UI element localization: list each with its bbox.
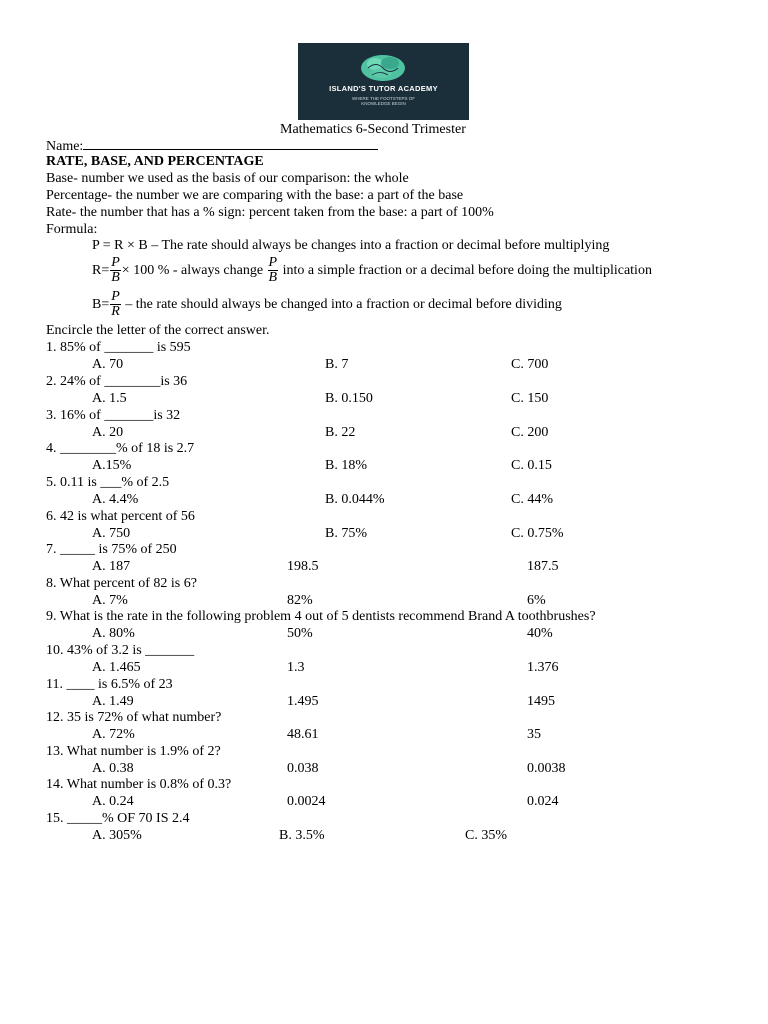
- q3-choice-b[interactable]: B. 22: [325, 425, 356, 440]
- formula-label: Formula:: [46, 222, 98, 237]
- q6-choice-a[interactable]: A. 750: [92, 526, 131, 541]
- q14-choice-c[interactable]: 0.024: [527, 794, 559, 809]
- q7-choice-b[interactable]: 198.5: [287, 559, 319, 574]
- tagline-line-1: WHERE THE FOOTSTEPS OF: [352, 96, 415, 101]
- def-percentage: Percentage- the number we are comparing with the base: a part of the base: [46, 188, 464, 203]
- question-15: 15. _____% OF 70 IS 2.4: [46, 811, 190, 826]
- q7-choice-a[interactable]: A. 187: [92, 559, 131, 574]
- question-3: 3. 16% of _______is 32: [46, 408, 181, 423]
- question-14: 14. What number is 0.8% of 0.3?: [46, 777, 232, 792]
- q2-choice-b[interactable]: B. 0.150: [325, 391, 373, 406]
- q1-choice-c[interactable]: C. 700: [511, 357, 549, 372]
- q10-choice-c[interactable]: 1.376: [527, 660, 559, 675]
- q11-choice-b[interactable]: 1.495: [287, 694, 319, 709]
- school-name: ISLAND'S TUTOR ACADEMY: [329, 84, 438, 93]
- q9-choice-a[interactable]: A. 80%: [92, 626, 135, 641]
- formula-rate-tail: into a simple fraction or a decimal before doing the multiplication: [282, 263, 652, 278]
- q3-choice-a[interactable]: A. 20: [92, 425, 124, 440]
- q3-choice-c[interactable]: C. 200: [511, 425, 549, 440]
- q1-choice-a[interactable]: A. 70: [92, 357, 124, 372]
- question-7: 7. _____ is 75% of 250: [46, 542, 177, 557]
- q12-choice-a[interactable]: A. 72%: [92, 727, 135, 742]
- question-1: 1. 85% of _______ is 595: [46, 340, 191, 355]
- q1-choice-b[interactable]: B. 7: [325, 357, 349, 372]
- q14-choice-b[interactable]: 0.0024: [287, 794, 326, 809]
- question-8: 8. What percent of 82 is 6?: [46, 576, 197, 591]
- question-4: 4. ________% of 18 is 2.7: [46, 441, 195, 456]
- q10-choice-a[interactable]: A. 1.465: [92, 660, 141, 675]
- school-tagline: [298, 96, 469, 106]
- fraction-numerator: P: [111, 255, 120, 271]
- q8-choice-a[interactable]: A. 7%: [92, 593, 128, 608]
- q15-choice-c[interactable]: C. 35%: [465, 828, 507, 843]
- lesson-title: RATE, BASE, AND PERCENTAGE: [46, 154, 264, 169]
- subject-title: Mathematics 6-Second Trimester: [280, 122, 466, 137]
- fraction-denominator: R: [111, 304, 120, 320]
- q2-choice-a[interactable]: A. 1.5: [92, 391, 127, 406]
- q13-choice-a[interactable]: A. 0.38: [92, 761, 134, 776]
- formula-rate: [92, 256, 652, 286]
- fraction-denominator: B: [268, 270, 278, 286]
- q2-choice-c[interactable]: C. 150: [511, 391, 549, 406]
- q5-choice-b[interactable]: B. 0.044%: [325, 492, 385, 507]
- fraction-p-over-b: [110, 256, 121, 285]
- q9-choice-b[interactable]: 50%: [287, 626, 313, 641]
- q11-choice-a[interactable]: A. 1.49: [92, 694, 134, 709]
- q15-choice-b[interactable]: B. 3.5%: [279, 828, 325, 843]
- q6-choice-b[interactable]: B. 75%: [325, 526, 367, 541]
- q4-choice-a[interactable]: A.15%: [92, 458, 132, 473]
- question-9: 9. What is the rate in the following problem 4 out of 5 dentists recommend Brand A toothbrushes?: [46, 609, 596, 624]
- formula-rate-note: - always change: [169, 263, 264, 278]
- instruction: Encircle the letter of the correct answer.: [46, 323, 270, 338]
- fraction-numerator: P: [268, 255, 278, 271]
- q13-choice-b[interactable]: 0.038: [287, 761, 319, 776]
- formula-base: [92, 290, 562, 320]
- name-blank: [83, 137, 378, 150]
- formula-base-tail: – the rate should always be changed into a fraction or decimal before dividing: [125, 297, 562, 312]
- tagline-line-2: KNOWLEDGE BEGIN: [361, 101, 406, 106]
- question-12: 12. 35 is 72% of what number?: [46, 710, 222, 725]
- q12-choice-c[interactable]: 35: [527, 727, 541, 742]
- q5-choice-c[interactable]: C. 44%: [511, 492, 553, 507]
- q14-choice-a[interactable]: A. 0.24: [92, 794, 134, 809]
- q6-choice-c[interactable]: C. 0.75%: [511, 526, 564, 541]
- q13-choice-c[interactable]: 0.0038: [527, 761, 566, 776]
- q7-choice-c[interactable]: 187.5: [527, 559, 559, 574]
- question-11: 11. ____ is 6.5% of 23: [46, 677, 173, 692]
- formula-base-lhs: B=: [92, 297, 110, 312]
- brain-icon: [358, 53, 408, 83]
- question-13: 13. What number is 1.9% of 2?: [46, 744, 221, 759]
- q11-choice-c[interactable]: 1495: [527, 694, 555, 709]
- fraction-numerator: P: [111, 289, 120, 305]
- def-base: Base- number we used as the basis of our comparison: the whole: [46, 171, 409, 186]
- fraction-p-over-b-2: [268, 256, 279, 285]
- q10-choice-b[interactable]: 1.3: [287, 660, 305, 675]
- q4-choice-c[interactable]: C. 0.15: [511, 458, 552, 473]
- q15-choice-a[interactable]: A. 305%: [92, 828, 142, 843]
- q9-choice-c[interactable]: 40%: [527, 626, 553, 641]
- question-2: 2. 24% of ________is 36: [46, 374, 188, 389]
- fraction-p-over-r: [110, 290, 121, 319]
- formula-rate-multiplier: × 100 %: [121, 263, 170, 278]
- question-5: 5. 0.11 is ___% of 2.5: [46, 475, 170, 490]
- question-10: 10. 43% of 3.2 is _______: [46, 643, 195, 658]
- formula-rate-lhs: R=: [92, 263, 110, 278]
- def-rate: Rate- the number that has a % sign: percent taken from the base: a part of 100%: [46, 205, 494, 220]
- q8-choice-c[interactable]: 6%: [527, 593, 546, 608]
- academy-logo: [298, 43, 469, 120]
- q12-choice-b[interactable]: 48.61: [287, 727, 319, 742]
- q8-choice-b[interactable]: 82%: [287, 593, 313, 608]
- q4-choice-b[interactable]: B. 18%: [325, 458, 367, 473]
- q5-choice-a[interactable]: A. 4.4%: [92, 492, 139, 507]
- name-label: Name:: [46, 139, 84, 154]
- question-6: 6. 42 is what percent of 56: [46, 509, 195, 524]
- fraction-denominator: B: [111, 270, 120, 286]
- formula-percentage: P = R × B – The rate should always be changes into a fraction or decimal before multiplying: [92, 238, 610, 253]
